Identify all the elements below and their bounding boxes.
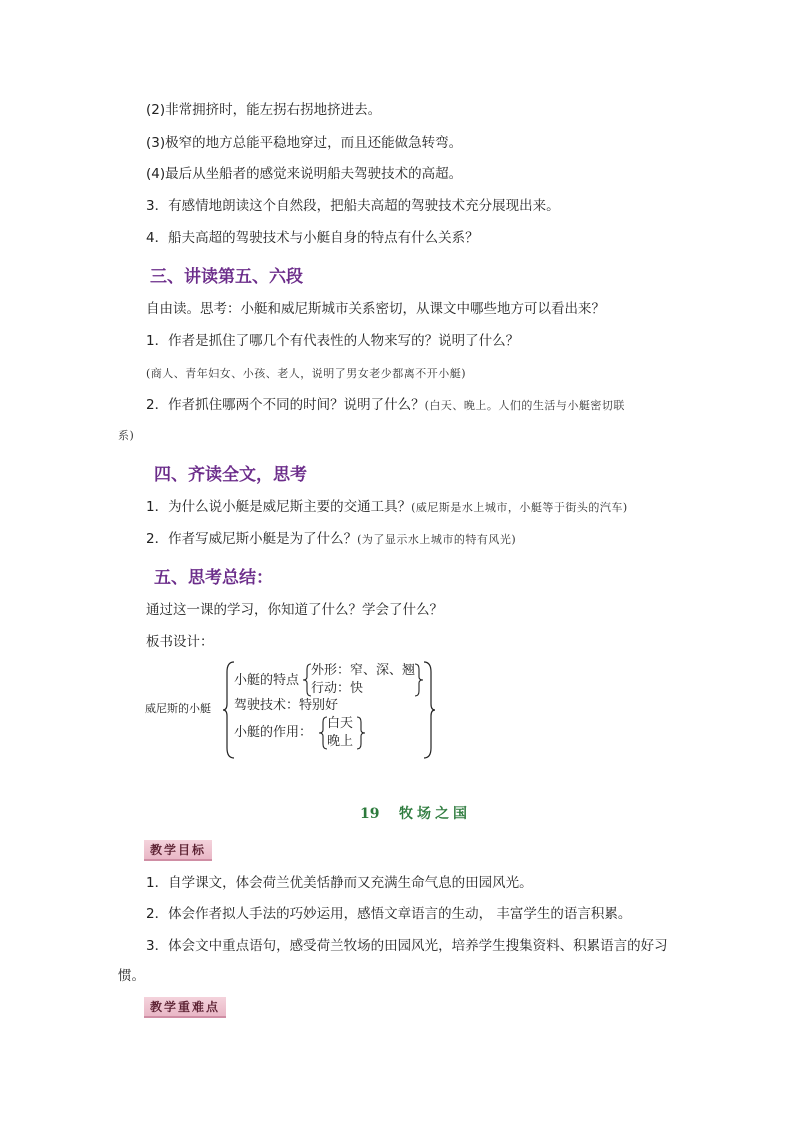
goal-3: 3．体会文中重点语句，感受荷兰牧场的田园风光，培养学生搜集资料、积累语言的好习	[146, 938, 668, 954]
board-day: 白天	[327, 716, 354, 731]
key-difficulties-badge: 教学重难点	[144, 997, 226, 1018]
sec4-answer-1: (威尼斯是水上城市，小艇等于街头的汽车)	[411, 501, 628, 514]
board-night: 晚上	[327, 734, 354, 749]
section-heading-3: 三、讲读第五、六段	[150, 267, 303, 287]
board-right-brace	[422, 660, 436, 760]
lesson-number: 19	[360, 806, 380, 822]
section-heading-5: 五、思考总结：	[154, 568, 273, 588]
board-left-brace	[222, 660, 236, 760]
lesson-name: 牧场之国	[398, 806, 471, 822]
board-root: 威尼斯的小艇	[145, 702, 211, 715]
sec3-question-2-text: 2．作者抓住哪两个不同的时间？说明了什么？	[146, 397, 425, 413]
list-line-2: (2)非常拥挤时，能左拐右拐地挤进去。	[146, 102, 382, 118]
item-3: 3．有感情地朗读这个自然段，把船夫高超的驾驶技术充分展现出来。	[146, 198, 560, 214]
teaching-goals-badge: 教学目标	[144, 840, 212, 861]
sec3-question-1: 1．作者是抓住了哪几个有代表性的人物来写的？说明了什么？	[146, 333, 520, 349]
board-design-label: 板书设计：	[146, 634, 214, 650]
list-line-4: (4)最后从坐船者的感觉来说明船夫驾驶技术的高超。	[146, 166, 463, 182]
board-feature: 小艇的特点	[234, 673, 300, 688]
section-heading-4: 四、齐读全文，思考	[154, 465, 307, 485]
board-shape: 外形：窄、深、翘	[311, 663, 416, 678]
board-feature-brace-right	[414, 663, 424, 697]
sec3-answer-1: (商人、青年妇女、小孩、老人，说明了男女老少都离不开小艇)	[146, 367, 467, 380]
goal-2: 2．体会作者拟人手法的巧妙运用，感悟文章语言的生动， 丰富学生的语言积累。	[146, 906, 632, 922]
sec3-intro: 自由读。思考：小艇和威尼斯城市关系密切，从课文中哪些地方可以看出来？	[146, 301, 605, 317]
board-feature-brace-left	[302, 663, 312, 697]
sec3-answer-2-cont: 系)	[118, 429, 135, 442]
item-4: 4．船夫高超的驾驶技术与小艇自身的特点有什么关系？	[146, 230, 479, 246]
board-role-brace-right	[356, 716, 366, 750]
board-role-brace-left	[318, 716, 328, 750]
sec4-question-1-text: 1．为什么说小艇是威尼斯主要的交通工具？	[146, 499, 412, 515]
board-role: 小艇的作用：	[234, 725, 313, 740]
goal-1: 1．自学课文，体会荷兰优美恬静而又充满生命气息的田园风光。	[146, 875, 533, 891]
sec4-question-2	[146, 529, 516, 550]
lesson-title	[360, 803, 471, 823]
sec4-question-2-text: 2．作者写威尼斯小艇是为了什么？	[146, 531, 358, 547]
board-driving: 驾驶技术：特别好	[234, 698, 339, 713]
list-line-3: (3)极窄的地方总能平稳地穿过，而且还能做急转弯。	[146, 135, 463, 151]
sec4-question-1	[146, 497, 628, 518]
summary-question: 通过这一课的学习，你知道了什么？学会了什么？	[146, 602, 443, 618]
sec3-question-2	[146, 395, 625, 416]
sec4-answer-2: (为了显示水上城市的特有风光)	[357, 533, 517, 546]
board-motion: 行动：快	[311, 681, 364, 696]
goal-3-cont: 惯。	[118, 968, 145, 984]
sec3-answer-2: (白天、晚上。人们的生活与小艇密切联	[424, 399, 625, 412]
